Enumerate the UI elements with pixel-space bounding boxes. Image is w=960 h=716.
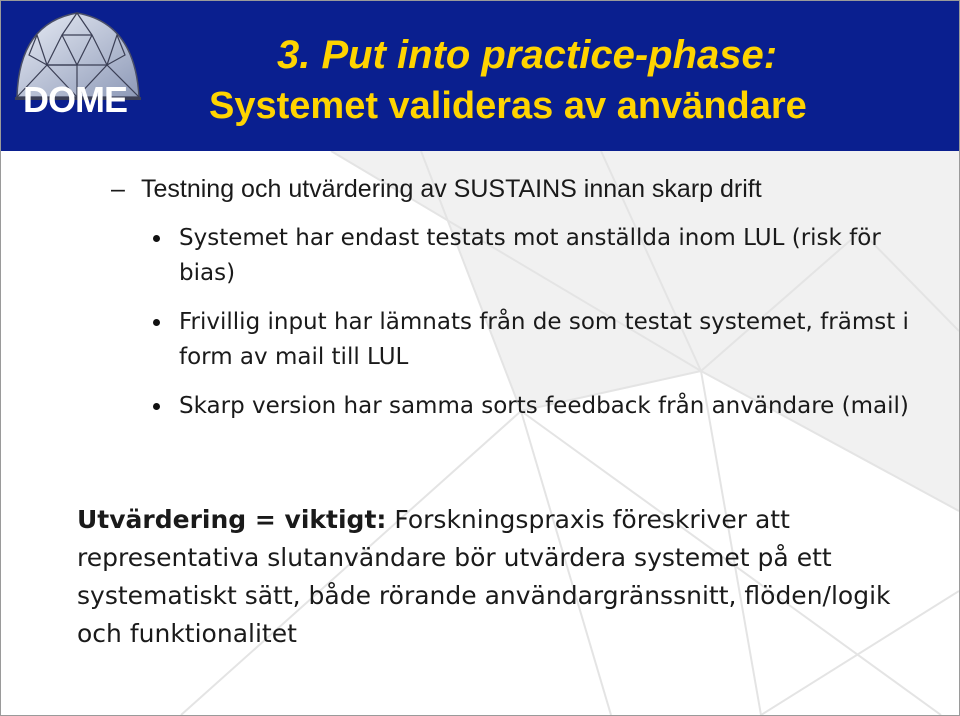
bullet-item — [153, 305, 913, 375]
dome-logo-text: DOME — [23, 79, 127, 120]
evaluation-paragraph — [77, 501, 937, 653]
bullet-item — [153, 221, 913, 291]
slide-content — [1, 151, 959, 711]
dash-marker: – — [111, 175, 125, 203]
dome-logo-icon — [7, 5, 147, 145]
slide-title-line2: Systemet valideras av användare — [209, 85, 807, 127]
dash-list-item — [111, 175, 762, 204]
bullet-dot-icon — [153, 319, 160, 326]
slide-title-line1: 3. Put into practice-phase: — [277, 33, 778, 77]
bullet-list — [153, 221, 913, 438]
bullet-text: Skarp version har samma sorts feedback från användare (mail) — [179, 393, 909, 419]
bullet-text: Frivillig input har lämnats från de som testat systemet, främst i form av mail till LUL — [179, 309, 909, 370]
bullet-dot-icon — [153, 403, 160, 410]
bullet-item — [153, 389, 913, 424]
bullet-text: Systemet har endast testats mot anställda inom LUL (risk för bias) — [179, 225, 881, 286]
bullet-dot-icon — [153, 235, 160, 242]
slide-header — [1, 1, 959, 151]
paragraph-text: Forskningspraxis föreskriver att representativa slutanvändare bör utvärdera systemet på ett systematiskt sätt, både rörande användargränssnitt, flöden/logik och funktionalitet — [77, 505, 891, 648]
dash-item-text: Testning och utvärdering av SUSTAINS innan skarp drift — [141, 175, 762, 203]
paragraph-emphasis: Utvärdering = viktigt: — [77, 505, 387, 534]
